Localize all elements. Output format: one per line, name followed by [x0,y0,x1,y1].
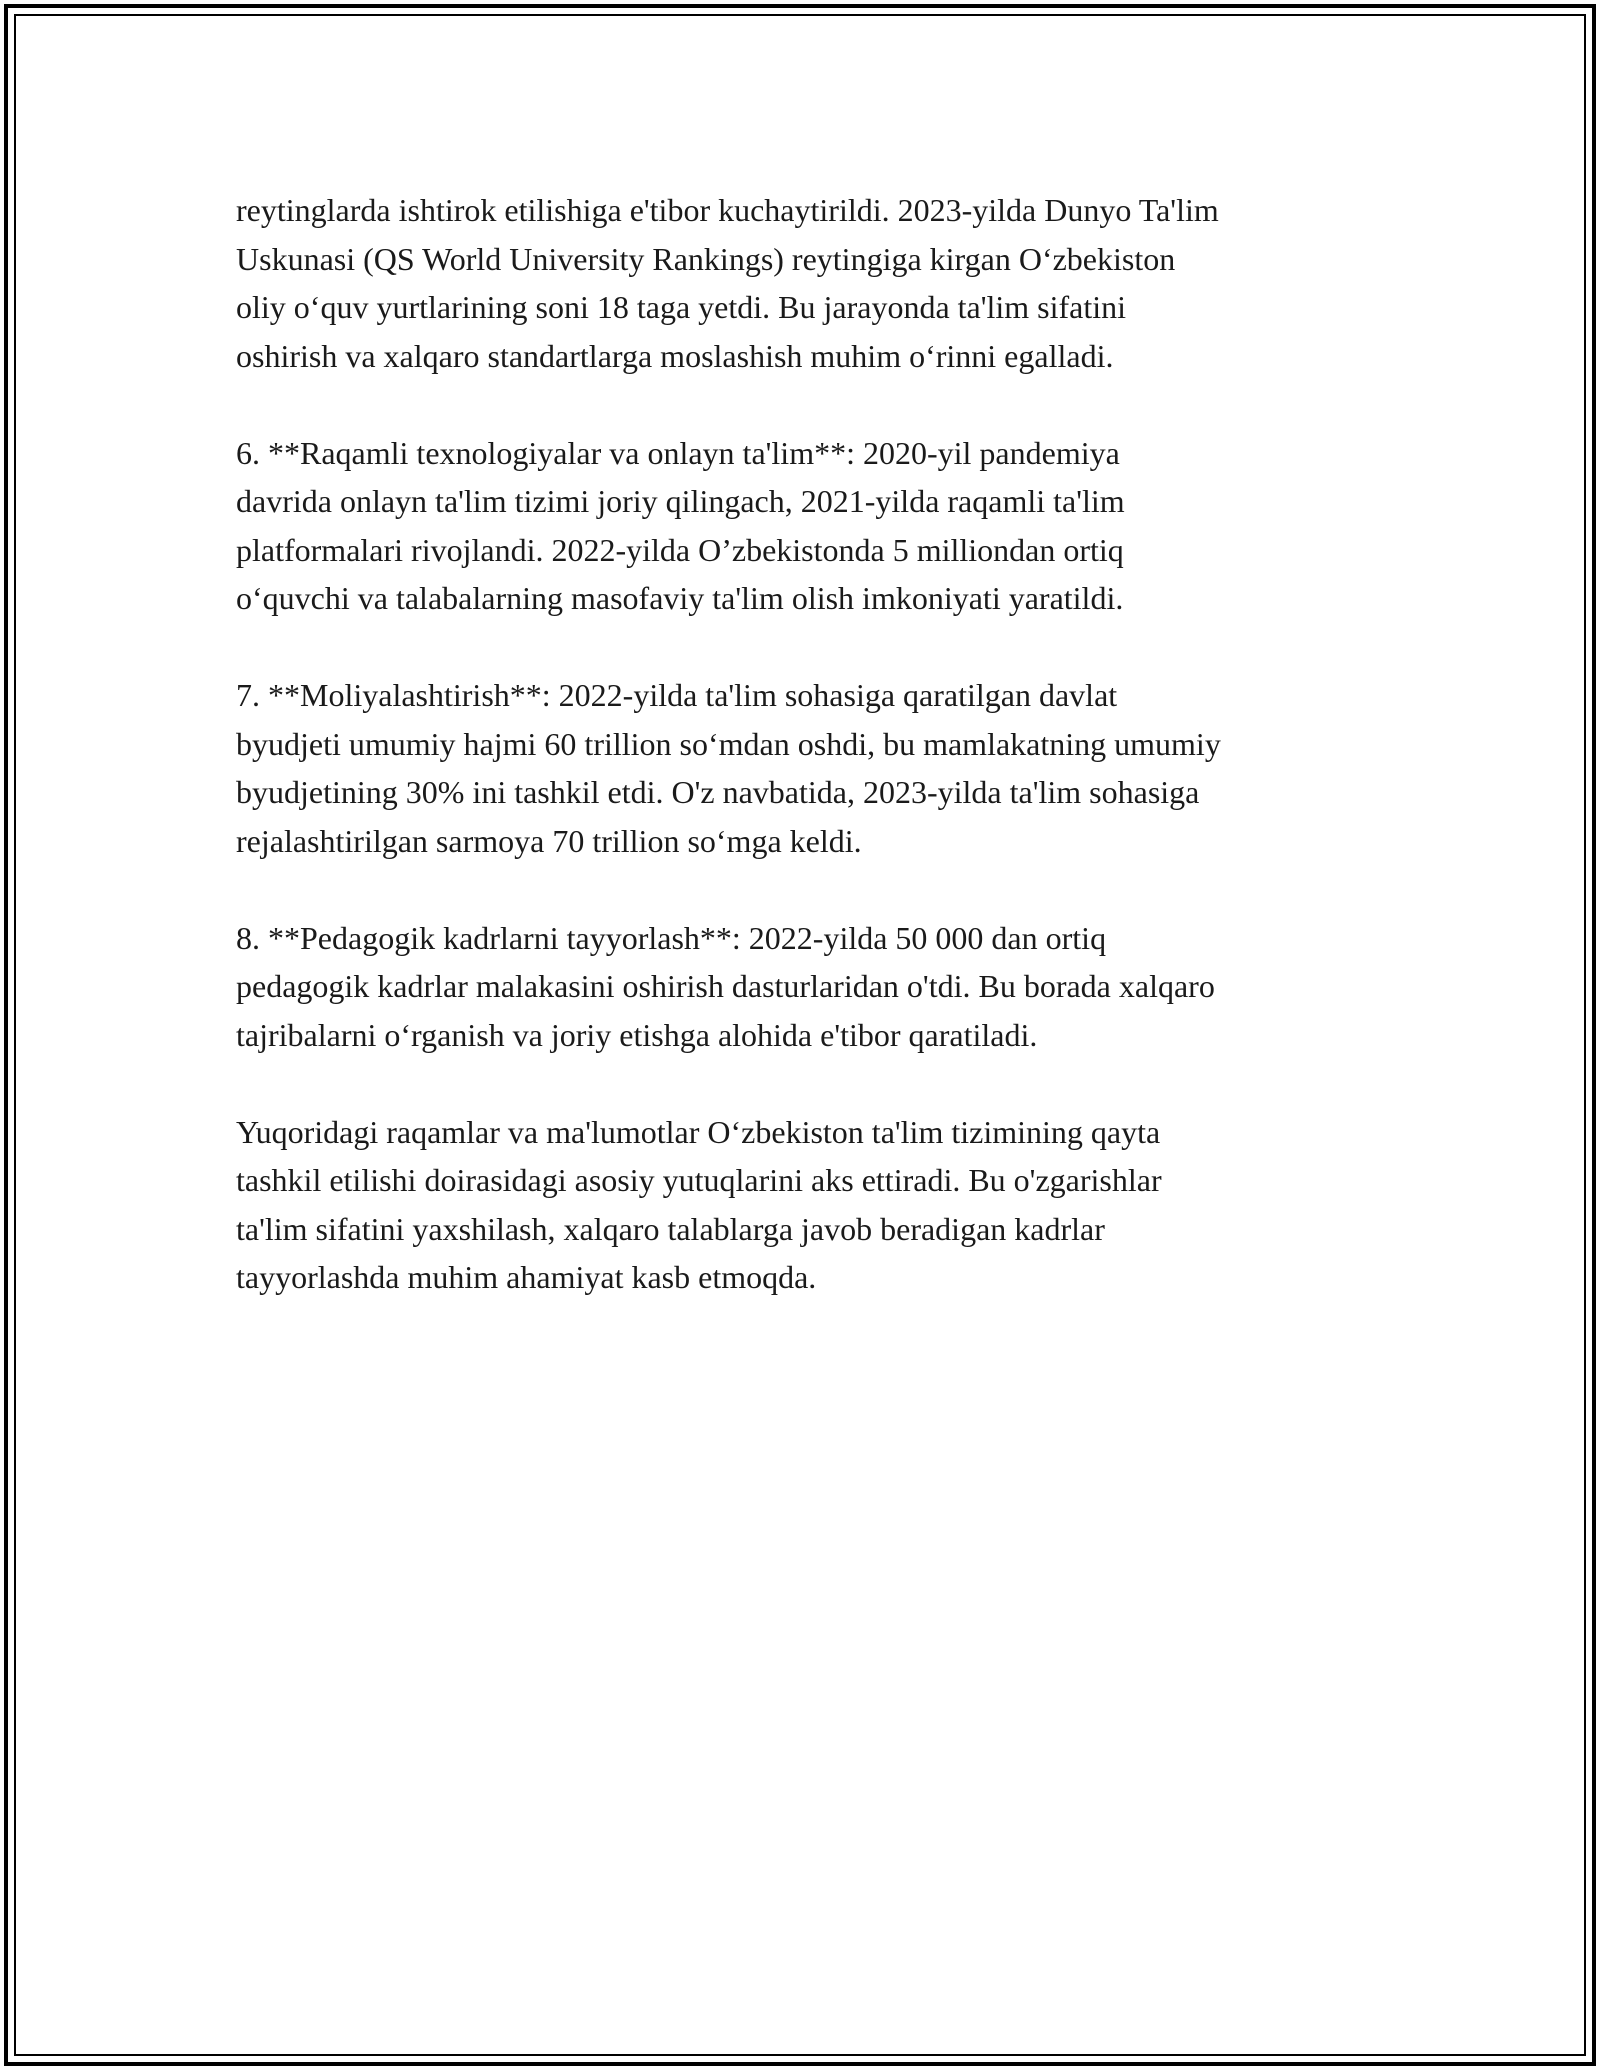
text-line: o‘quvchi va talabalarning masofaviy ta'lim olish imkoniyati yaratildi. [236,580,1124,616]
text-line: 7. **Moliyalashtirish**: 2022-yilda ta'lim sohasiga qaratilgan davlat [236,677,1118,713]
text-line: 6. **Raqamli texnologiyalar va onlayn ta'lim**: 2020-yil pandemiya [236,434,1120,471]
text-line: reytinglarda ishtirok etilishiga e'tibor kuchaytirildi. 2023-yilda Dunyo Ta'lim [236,192,1219,228]
text-line: tayyorlashda muhim ahamiyat kasb etmoqda. [236,1259,817,1295]
text-line: Yuqoridagi raqamlar va ma'lumotlar O‘zbekiston ta'lim tizimining qayta [236,1113,1161,1150]
paragraph-rankings [236,186,1386,380]
paragraph-digital-technologies [236,429,1386,623]
paragraph-financing [236,671,1386,865]
text-line: pedagogik kadrlar malakasini oshirish dasturlaridan o'tdi. Bu borada xalqaro [236,968,1215,1004]
paragraph-conclusion [236,1108,1386,1302]
text-line: byudjeti umumiy hajmi 60 trillion so‘mdan oshdi, bu mamlakatning umumiy [236,725,1221,762]
text-line: 8. **Pedagogik kadrlarni tayyorlash**: 2022-yilda 50 000 dan ortiq [236,919,1107,956]
text-line: oliy o‘quv yurtlarining soni 18 taga yetdi. Bu jarayonda ta'lim sifatini [236,289,1127,325]
text-line: tajribalarni o‘rganish va joriy etishga alohida e'tibor qaratiladi. [236,1016,1038,1053]
text-line: davrida onlayn ta'lim tizimi joriy qilingach, 2021-yilda raqamli ta'lim [236,483,1125,519]
text-line: oshirish va xalqaro standartlarga moslashish muhim o‘rinni egalladi. [236,337,1114,374]
text-line: Uskunasi (QS World University Rankings) reytingiga kirgan O‘zbekiston [236,240,1176,277]
document-body [236,186,1386,1350]
text-line: platformalari rivojlandi. 2022-yilda O’zbekistonda 5 milliondan ortiq [236,531,1124,568]
text-line: tashkil etilishi doirasidagi asosiy yutuqlarini aks ettiradi. Bu o'zgarishlar [236,1162,1162,1198]
text-line: ta'lim sifatini yaxshilash, xalqaro talablarga javob beradigan kadrlar [236,1210,1105,1247]
text-line: byudjetining 30% ini tashkil etdi. O'z navbatida, 2023-yilda ta'lim sohasiga [236,774,1200,810]
paragraph-teacher-training [236,914,1386,1060]
text-line: rejalashtirilgan sarmoya 70 trillion so‘mga keldi. [236,822,862,859]
